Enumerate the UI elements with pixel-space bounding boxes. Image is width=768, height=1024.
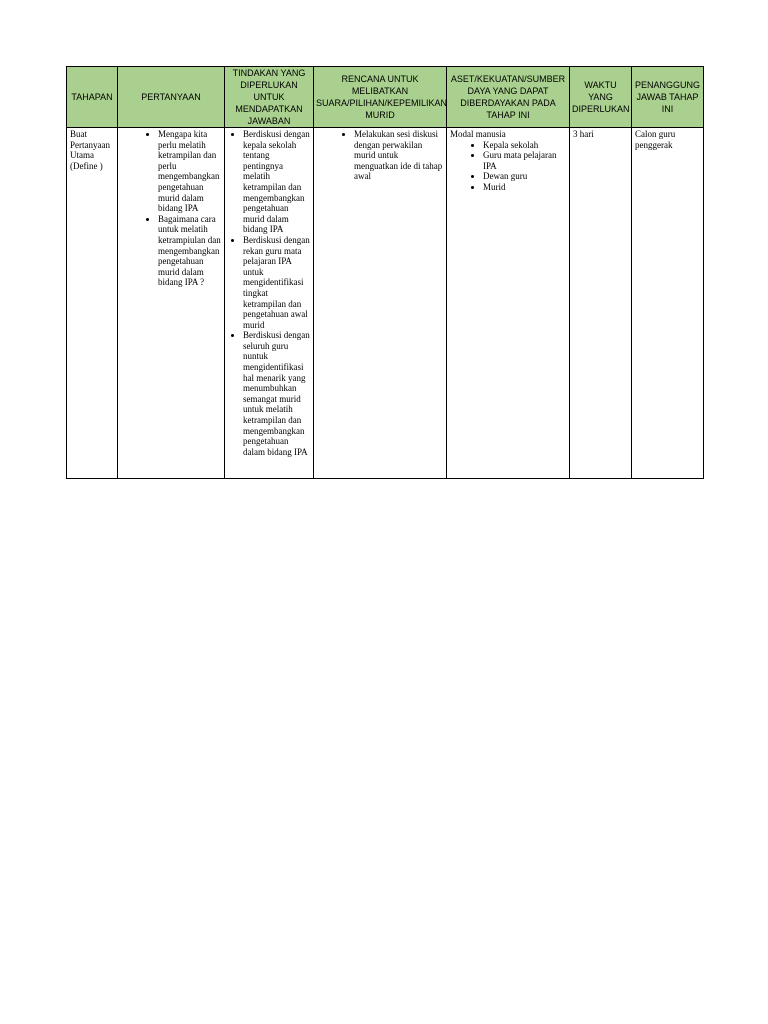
list-item: • Melakukan sesi diskusi dengan perwakilan murid untuk menguatkan ide di tahap awal [354,129,443,182]
header-tahapan: TAHAPAN [67,67,118,128]
list-item: • Dewan guru [483,171,566,182]
aset-list [450,140,566,193]
header-aset: ASET/KEKUATAN/SUMBER DAYA YANG DAPAT DIBERDAYAKAN PADA TAHAP INI [447,67,570,128]
cell-tahapan: Buat Pertanyaan Utama (Define ) [67,128,118,479]
action-plan-table [66,66,704,479]
list-item: • Murid [483,182,566,193]
aset-label: Modal manusia [450,129,506,139]
cell-tindakan [225,128,314,479]
cell-pertanyaan [118,128,225,479]
list-item: • Kepala sekolah [483,140,566,151]
cell-waktu: 3 hari [570,128,632,479]
cell-aset [447,128,570,479]
list-item: • Berdiskusi dengan rekan guru mata pelajaran IPA untuk mengidentifikasi tingkat ketrampilan dan pengetahuan awal murid [243,235,310,330]
table-row [67,128,704,479]
header-penanggung: PENANGGUNG JAWAB TAHAP INI [632,67,704,128]
cell-penanggung: Calon guru penggerak [632,128,704,479]
list-item: • Berdiskusi dengan seluruh guru nuntuk mengidentifikasi hal menarik yang menumbuhkan semangat murid untuk melatih ketrampilan dan mengembangkan pengetahuan dalam bidang IPA [243,330,310,457]
header-waktu: WAKTU YANG DIPERLUKAN [570,67,632,128]
tindakan-list [228,129,310,457]
pertanyaan-list [121,129,221,288]
list-item: • Bagaimana cara untuk melatih ketrampiulan dan mengembangkan pengetahuan murid dalam bidang IPA ? [158,214,221,288]
header-tindakan: TINDAKAN YANG DIPERLUKAN UNTUK MENDAPATKAN JAWABAN [225,67,314,128]
header-pertanyaan: PERTANYAAN [118,67,225,128]
header-rencana: RENCANA UNTUK MELIBATKAN SUARA/PILIHAN/KEPEMILIKAN MURID [314,67,447,128]
list-item: • Berdiskusi dengan kepala sekolah tentang pentingnya melatih ketrampilan dan mengembangkan pengetahuan murid dalam bidang IPA [243,129,310,235]
header-row [67,67,704,128]
list-item: • Guru mata pelajaran IPA [483,150,566,171]
rencana-list [317,129,443,182]
list-item: • Mengapa kita perlu melatih ketrampilan dan perlu mengembangkan pengetahuan murid dalam bidang IPA [158,129,221,214]
cell-rencana [314,128,447,479]
